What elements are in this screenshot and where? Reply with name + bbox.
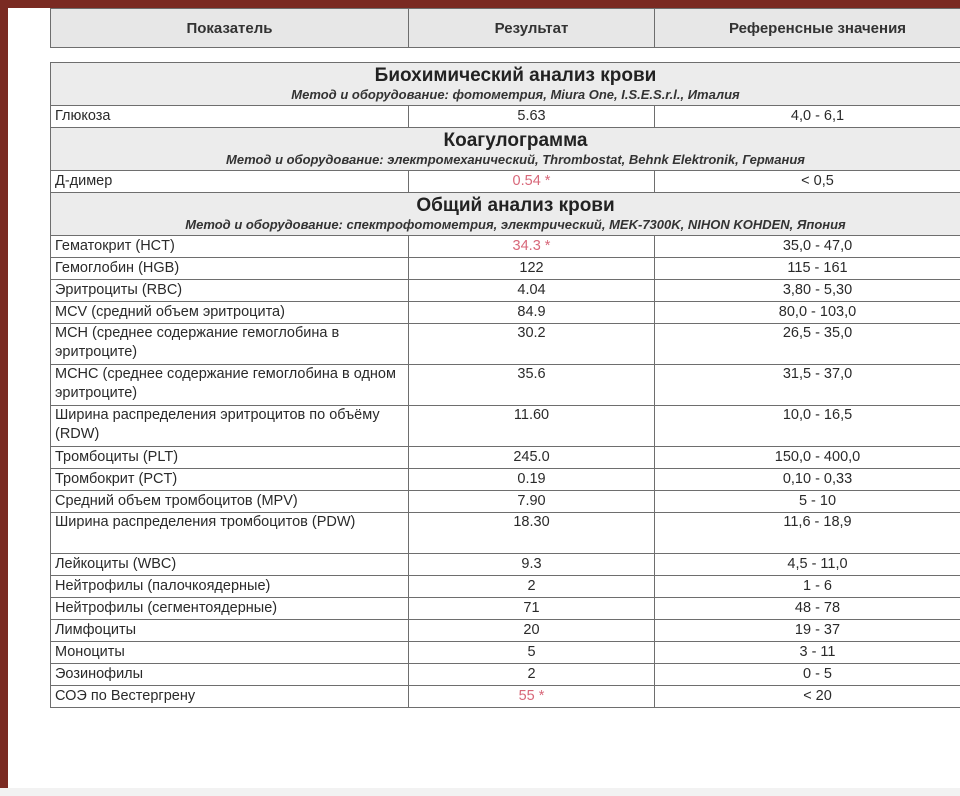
result-value-flagged: 34.3 * xyxy=(409,236,655,258)
reference-range: 3 - 11 xyxy=(655,642,960,664)
indicator-name: Нейтрофилы (палочкоядерные) xyxy=(51,576,409,598)
indicator-name: Ширина распределения тромбоцитов (PDW) xyxy=(51,513,409,554)
table-row xyxy=(51,664,960,686)
section-title: Биохимический анализ крови xyxy=(51,63,960,88)
table-row xyxy=(51,598,960,620)
result-value: 18.30 xyxy=(409,513,655,554)
reference-range: 11,6 - 18,9 xyxy=(655,513,960,554)
indicator-name: Гемоглобин (HGB) xyxy=(51,258,409,280)
table-row xyxy=(51,324,960,365)
reference-range: 0,10 - 0,33 xyxy=(655,469,960,491)
spacer-row xyxy=(51,48,960,63)
reference-range: 31,5 - 37,0 xyxy=(655,365,960,406)
table-row xyxy=(51,642,960,664)
table-row xyxy=(51,236,960,258)
table-row xyxy=(51,554,960,576)
table-row xyxy=(51,469,960,491)
result-value: 84.9 xyxy=(409,302,655,324)
lab-results-table xyxy=(50,8,960,708)
reference-range: 5 - 10 xyxy=(655,491,960,513)
indicator-name: Эозинофилы xyxy=(51,664,409,686)
indicator-name: Гематокрит (HCT) xyxy=(51,236,409,258)
table-row xyxy=(51,280,960,302)
table-row xyxy=(51,576,960,598)
reference-range: 48 - 78 xyxy=(655,598,960,620)
reference-range: 1 - 6 xyxy=(655,576,960,598)
reference-range: < 20 xyxy=(655,686,960,708)
section-title-row xyxy=(51,63,960,88)
table-row xyxy=(51,513,960,554)
result-value: 35.6 xyxy=(409,365,655,406)
table-row xyxy=(51,491,960,513)
table-row xyxy=(51,447,960,469)
result-value: 0.19 xyxy=(409,469,655,491)
result-value: 245.0 xyxy=(409,447,655,469)
reference-range: 150,0 - 400,0 xyxy=(655,447,960,469)
section-title: Коагулограмма xyxy=(51,128,960,153)
result-value: 5 xyxy=(409,642,655,664)
table-header xyxy=(51,9,960,48)
indicator-name: СОЭ по Вестергрену xyxy=(51,686,409,708)
section-method-row xyxy=(51,152,960,171)
result-value: 11.60 xyxy=(409,406,655,447)
result-value: 5.63 xyxy=(409,106,655,128)
bottom-edge xyxy=(0,788,960,796)
header-reference: Референсные значения xyxy=(655,9,960,48)
indicator-name: Средний объем тромбоцитов (MPV) xyxy=(51,491,409,513)
reference-range: 26,5 - 35,0 xyxy=(655,324,960,365)
section-method: Метод и оборудование: спектрофотометрия, электрический, MEK-7300K, NIHON KOHDEN, Япония xyxy=(51,217,960,236)
table-row xyxy=(51,365,960,406)
result-value: 122 xyxy=(409,258,655,280)
result-value: 20 xyxy=(409,620,655,642)
table-row xyxy=(51,686,960,708)
table-row xyxy=(51,620,960,642)
table-row xyxy=(51,258,960,280)
section-method-row xyxy=(51,217,960,236)
indicator-name: Лейкоциты (WBC) xyxy=(51,554,409,576)
indicator-name: Глюкоза xyxy=(51,106,409,128)
reference-range: 4,5 - 11,0 xyxy=(655,554,960,576)
indicator-name: Нейтрофилы (сегментоядерные) xyxy=(51,598,409,620)
result-value-flagged: 0.54 * xyxy=(409,171,655,193)
result-value-flagged: 55 * xyxy=(409,686,655,708)
reference-range: 0 - 5 xyxy=(655,664,960,686)
result-value: 9.3 xyxy=(409,554,655,576)
reference-range: 115 - 161 xyxy=(655,258,960,280)
reference-range: < 0,5 xyxy=(655,171,960,193)
header-indicator: Показатель xyxy=(51,9,409,48)
reference-range: 10,0 - 16,5 xyxy=(655,406,960,447)
section-title-row xyxy=(51,128,960,153)
indicator-name: Эритроциты (RBC) xyxy=(51,280,409,302)
table-row xyxy=(51,171,960,193)
indicator-name: Тромбокрит (PCT) xyxy=(51,469,409,491)
indicator-name: Д-димер xyxy=(51,171,409,193)
section-method: Метод и оборудование: электромеханический, Thrombostat, Behnk Elektronik, Германия xyxy=(51,152,960,171)
result-value: 71 xyxy=(409,598,655,620)
section-title: Общий анализ крови xyxy=(51,193,960,218)
table-row xyxy=(51,302,960,324)
result-value: 7.90 xyxy=(409,491,655,513)
top-border xyxy=(0,0,960,8)
indicator-name: MCHC (среднее содержание гемоглобина в одном эритроците) xyxy=(51,365,409,406)
indicator-name: Ширина распределения эритроцитов по объёму (RDW) xyxy=(51,406,409,447)
result-value: 2 xyxy=(409,664,655,686)
reference-range: 80,0 - 103,0 xyxy=(655,302,960,324)
indicator-name: MCV (средний объем эритроцита) xyxy=(51,302,409,324)
table-row xyxy=(51,106,960,128)
result-value: 2 xyxy=(409,576,655,598)
reference-range: 3,80 - 5,30 xyxy=(655,280,960,302)
indicator-name: Лимфоциты xyxy=(51,620,409,642)
section-method: Метод и оборудование: фотометрия, Miura One, I.S.E.S.r.l., Италия xyxy=(51,87,960,106)
table-row xyxy=(51,406,960,447)
result-value: 4.04 xyxy=(409,280,655,302)
result-value: 30.2 xyxy=(409,324,655,365)
reference-range: 19 - 37 xyxy=(655,620,960,642)
header-result: Результат xyxy=(409,9,655,48)
indicator-name: Тромбоциты (PLT) xyxy=(51,447,409,469)
left-border xyxy=(0,0,8,796)
indicator-name: MCH (среднее содержание гемоглобина в эритроците) xyxy=(51,324,409,365)
indicator-name: Моноциты xyxy=(51,642,409,664)
section-title-row xyxy=(51,193,960,218)
reference-range: 35,0 - 47,0 xyxy=(655,236,960,258)
reference-range: 4,0 - 6,1 xyxy=(655,106,960,128)
section-method-row xyxy=(51,87,960,106)
